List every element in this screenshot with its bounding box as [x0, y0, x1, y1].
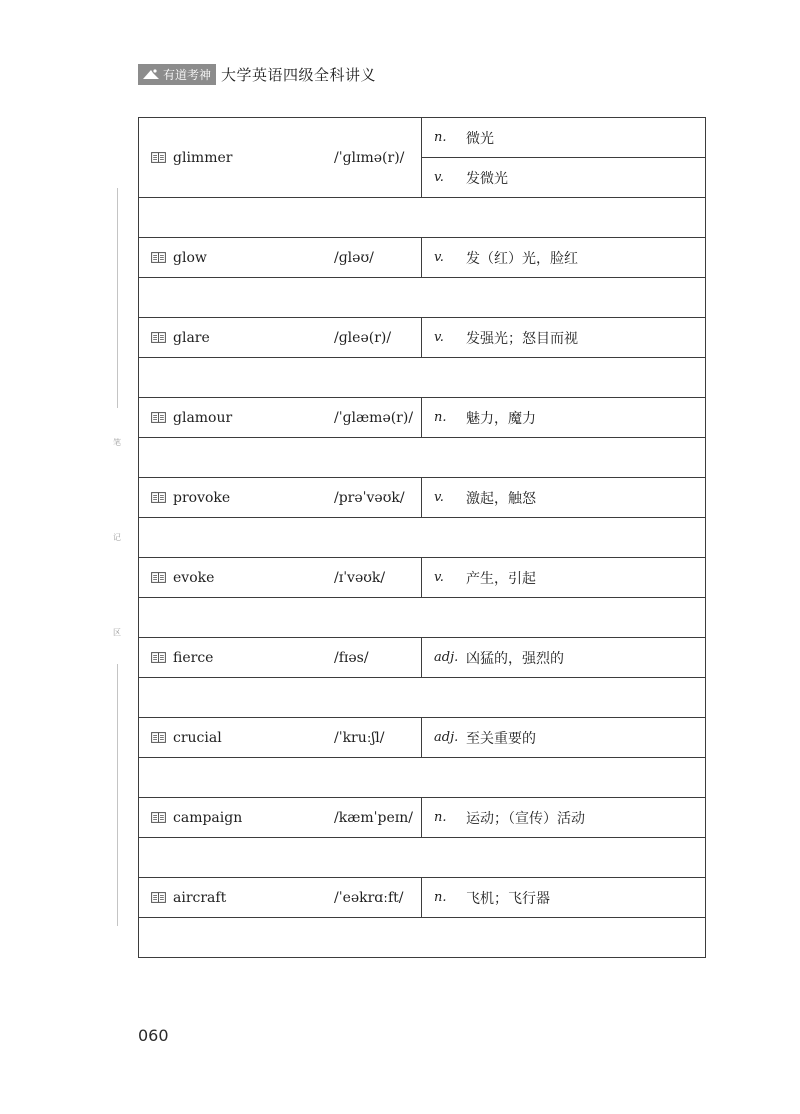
meaning: 发（红）光，脸红 — [466, 250, 578, 267]
part-of-speech: v. — [434, 330, 444, 345]
definition-cell — [422, 478, 706, 518]
definition-cell — [422, 238, 706, 278]
blank-note-row — [139, 198, 706, 238]
phonetic: /ɡleə(r)/ — [334, 329, 392, 346]
meaning: 运动；（宣传）活动 — [466, 810, 585, 827]
blank-note-row — [139, 598, 706, 638]
definition-cell — [422, 798, 706, 838]
page-header — [138, 63, 376, 85]
margin-note-char: 笔 — [113, 438, 121, 447]
definition-cell — [422, 118, 706, 158]
blank-note-cell — [139, 678, 706, 718]
blank-note-cell — [139, 438, 706, 478]
entry-row — [139, 558, 706, 598]
phonetic: /ɪˈvəʊk/ — [334, 569, 386, 586]
blank-note-row — [139, 278, 706, 318]
definition-cell — [422, 878, 706, 918]
word-cell — [139, 118, 422, 198]
word-cell — [139, 558, 422, 598]
blank-note-cell — [139, 358, 706, 398]
margin-rule-bottom — [117, 664, 118, 926]
page-number: 060 — [138, 1026, 169, 1045]
blank-note-row — [139, 678, 706, 718]
book-icon — [151, 492, 166, 503]
word-cell — [139, 478, 422, 518]
meaning: 飞机；飞行器 — [466, 890, 550, 907]
meaning: 微光 — [466, 130, 494, 147]
blank-note-cell — [139, 918, 706, 958]
word-cell — [139, 318, 422, 358]
definition-cell — [422, 318, 706, 358]
entry-row — [139, 638, 706, 678]
part-of-speech: adj. — [434, 730, 459, 745]
phonetic: /ˈɡlɪmə(r)/ — [334, 149, 405, 166]
word-cell — [139, 638, 422, 678]
word-cell — [139, 398, 422, 438]
word-cell — [139, 718, 422, 758]
entry-row — [139, 478, 706, 518]
entry-row — [139, 718, 706, 758]
definition-cell — [422, 718, 706, 758]
word-cell — [139, 238, 422, 278]
meaning: 激起，触怒 — [466, 490, 536, 507]
book-icon — [151, 812, 166, 823]
word: glimmer — [173, 149, 233, 166]
phonetic: /kæmˈpeɪn/ — [334, 809, 413, 826]
phonetic: /ˈkruːʃl/ — [334, 729, 385, 746]
phonetic: /ˈɡlæmə(r)/ — [334, 409, 414, 426]
blank-note-cell — [139, 278, 706, 318]
blank-note-cell — [139, 598, 706, 638]
book-icon — [151, 332, 166, 343]
book-icon — [151, 572, 166, 583]
part-of-speech: v. — [434, 250, 444, 265]
book-icon — [151, 732, 166, 743]
part-of-speech: v. — [434, 170, 444, 185]
phonetic: /ˈeəkrɑːft/ — [334, 889, 404, 906]
meaning: 至关重要的 — [466, 730, 536, 747]
book-icon — [151, 652, 166, 663]
margin-rule-top — [117, 188, 118, 408]
meaning: 产生，引起 — [466, 570, 536, 587]
brand-badge — [138, 64, 216, 85]
word: glamour — [173, 409, 233, 426]
word: glare — [173, 329, 210, 346]
definition-cell — [422, 638, 706, 678]
brand-logo-icon — [142, 68, 163, 80]
phonetic: /ɡləʊ/ — [334, 249, 374, 266]
entry-row — [139, 878, 706, 918]
word: glow — [173, 249, 207, 266]
definition-cell — [422, 558, 706, 598]
definition-cell — [422, 398, 706, 438]
phonetic: /fɪəs/ — [334, 649, 369, 666]
blank-note-cell — [139, 758, 706, 798]
part-of-speech: n. — [434, 890, 447, 905]
word-cell — [139, 798, 422, 838]
margin-note-char: 区 — [113, 628, 121, 637]
entry-row — [139, 238, 706, 278]
part-of-speech: n. — [434, 810, 447, 825]
meaning: 凶猛的，强烈的 — [466, 650, 564, 667]
blank-note-cell — [139, 198, 706, 238]
blank-note-row — [139, 758, 706, 798]
part-of-speech: n. — [434, 410, 447, 425]
book-icon — [151, 892, 166, 903]
book-icon — [151, 252, 166, 263]
blank-note-row — [139, 838, 706, 878]
book-title: 大学英语四级全科讲义 — [221, 65, 377, 84]
margin-note-char: 记 — [113, 533, 121, 542]
book-icon — [151, 412, 166, 423]
meaning: 魅力，魔力 — [466, 410, 536, 427]
meaning: 发微光 — [466, 170, 508, 187]
part-of-speech: v. — [434, 490, 444, 505]
entry-row — [139, 318, 706, 358]
word: evoke — [173, 569, 215, 586]
part-of-speech: v. — [434, 570, 444, 585]
definition-cell — [422, 158, 706, 198]
entry-row — [139, 398, 706, 438]
word-cell — [139, 878, 422, 918]
vocabulary-table — [138, 117, 706, 958]
blank-note-row — [139, 438, 706, 478]
blank-note-row — [139, 918, 706, 958]
phonetic: /prəˈvəʊk/ — [334, 489, 405, 506]
blank-note-row — [139, 518, 706, 558]
word: fierce — [173, 649, 214, 666]
part-of-speech: adj. — [434, 650, 459, 665]
word: provoke — [173, 489, 231, 506]
blank-note-cell — [139, 518, 706, 558]
book-icon — [151, 152, 166, 163]
entry-row — [139, 798, 706, 838]
entry-row — [139, 118, 706, 158]
meaning: 发强光；怒目而视 — [466, 330, 578, 347]
blank-note-row — [139, 358, 706, 398]
brand-name: 有道考神 — [163, 67, 212, 82]
blank-note-cell — [139, 838, 706, 878]
part-of-speech: n. — [434, 130, 447, 145]
word: crucial — [173, 729, 222, 746]
word: aircraft — [173, 889, 227, 906]
word: campaign — [173, 809, 243, 826]
